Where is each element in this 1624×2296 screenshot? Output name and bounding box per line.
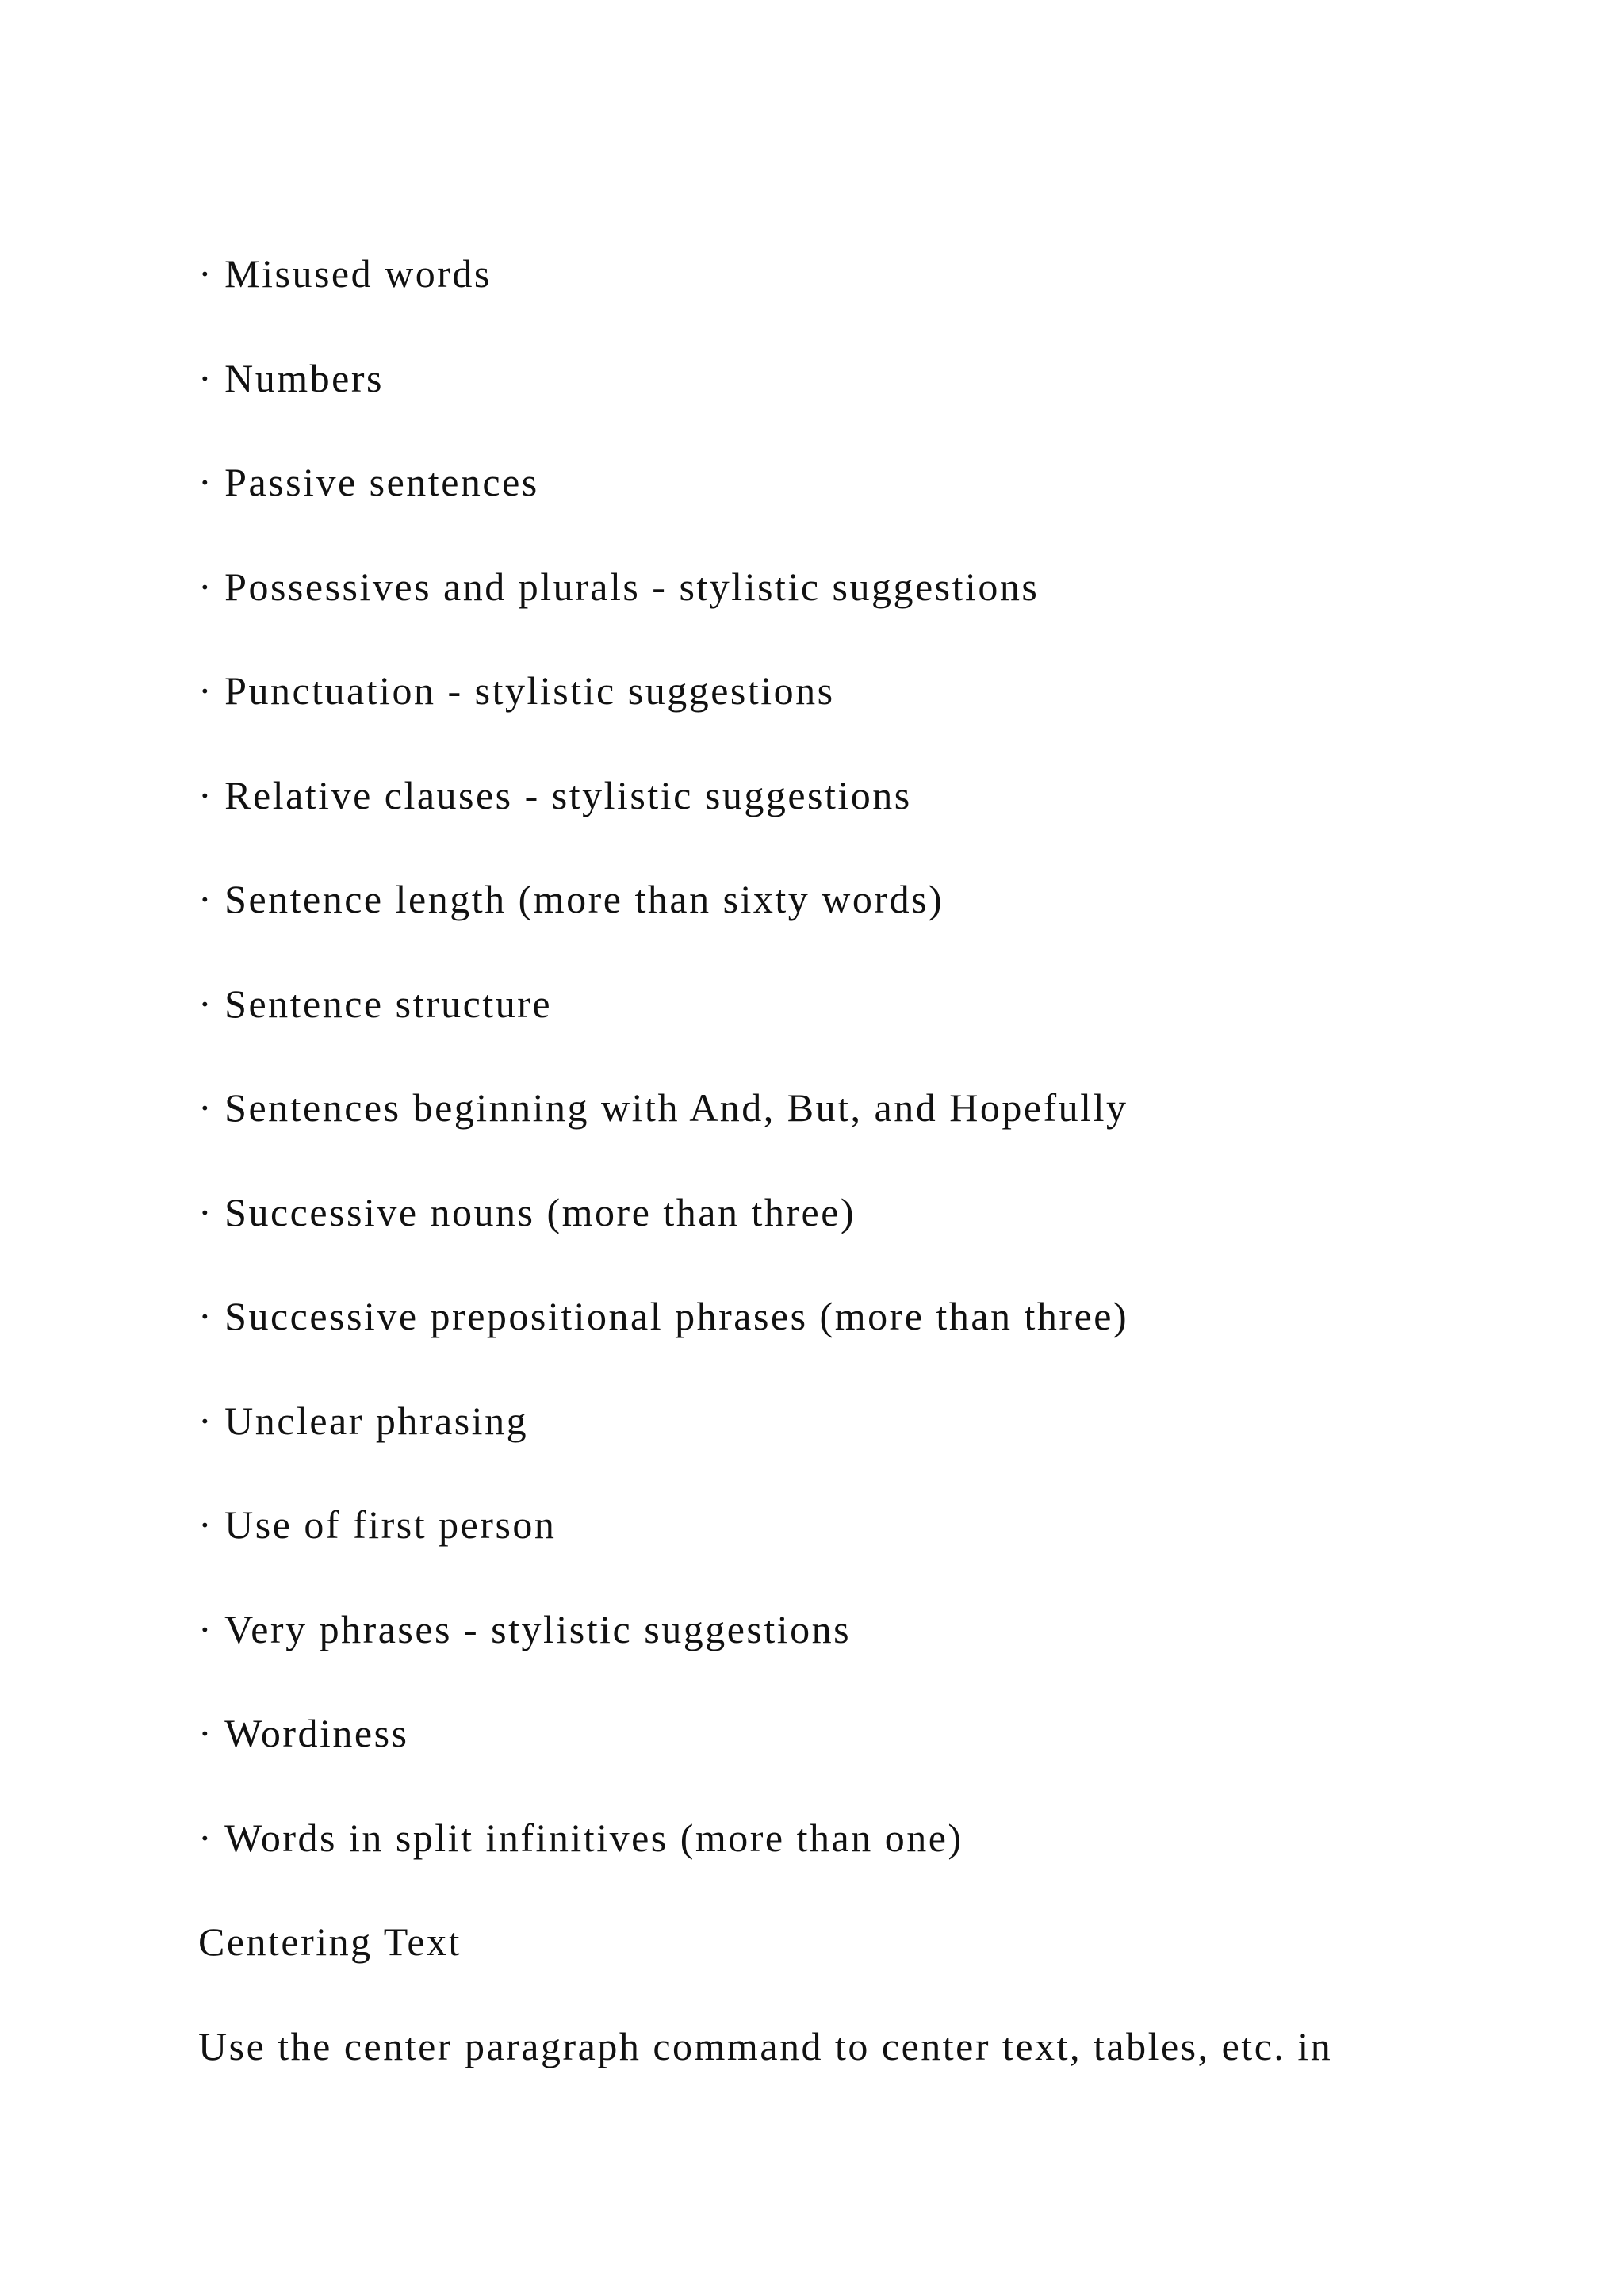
bullet-item-text: Sentence structure xyxy=(224,981,553,1026)
bullet-item-unclear-phrasing xyxy=(198,1393,1546,1498)
bullet-marker: · xyxy=(198,981,214,1026)
bullet-marker: · xyxy=(198,1085,214,1130)
bullet-item-text: Sentences beginning with And, But, and Hopefully xyxy=(224,1085,1128,1130)
body-paragraph: Use the center paragraph command to center text, tables, etc. in xyxy=(198,2023,1333,2068)
bullet-item-relative-clauses xyxy=(198,767,1546,872)
bullet-item-passive-sentences xyxy=(198,454,1546,559)
section-heading: Centering Text xyxy=(198,1919,462,1964)
bullet-marker: · xyxy=(198,564,214,609)
bullet-item-sentence-length xyxy=(198,871,1546,976)
bullet-item-possessives-plurals xyxy=(198,559,1546,664)
bullet-item-successive-nouns xyxy=(198,1184,1546,1289)
bullet-item-text: Sentence length (more than sixty words) xyxy=(224,877,944,921)
bullet-item-split-infinitives xyxy=(198,1810,1546,1915)
bullet-item-text: Very phrases - stylistic suggestions xyxy=(224,1606,852,1651)
bullet-marker: · xyxy=(198,877,214,921)
bullet-item-text: Wordiness xyxy=(224,1711,409,1755)
bullet-item-text: Relative clauses - stylistic suggestions xyxy=(224,772,912,817)
bullet-marker: · xyxy=(198,355,214,400)
bullet-marker: · xyxy=(198,668,214,713)
bullet-item-successive-prepositional xyxy=(198,1288,1546,1393)
bullet-item-text: Use of first person xyxy=(224,1502,557,1547)
bullet-marker: · xyxy=(198,1294,214,1338)
bullet-marker: · xyxy=(198,1502,214,1547)
document-content xyxy=(198,246,1546,2122)
bullet-item-text: Words in split infinitives (more than one) xyxy=(224,1815,963,1860)
bullet-item-sentence-structure xyxy=(198,976,1546,1081)
bullet-marker: · xyxy=(198,460,214,504)
bullet-item-text: Passive sentences xyxy=(224,460,539,504)
bullet-item-numbers xyxy=(198,350,1546,455)
bullet-item-first-person xyxy=(198,1497,1546,1601)
bullet-marker: · xyxy=(198,772,214,817)
bullet-marker: · xyxy=(198,1189,214,1234)
bullet-marker: · xyxy=(198,251,214,296)
bullet-item-very-phrases xyxy=(198,1601,1546,1706)
bullet-item-text: Possessives and plurals - stylistic suggestions xyxy=(224,564,1040,609)
bullet-item-sentences-beginning xyxy=(198,1080,1546,1184)
bullet-item-text: Punctuation - stylistic suggestions xyxy=(224,668,835,713)
bullet-marker: · xyxy=(198,1711,214,1755)
bullet-item-punctuation xyxy=(198,663,1546,767)
bullet-marker: · xyxy=(198,1606,214,1651)
bullet-item-text: Unclear phrasing xyxy=(224,1398,529,1443)
bullet-item-text: Numbers xyxy=(224,355,384,400)
bullet-item-wordiness xyxy=(198,1705,1546,1810)
bullet-marker: · xyxy=(198,1815,214,1860)
bullet-marker: · xyxy=(198,1398,214,1443)
bullet-item-text: Successive nouns (more than three) xyxy=(224,1189,856,1234)
bullet-item-text: Misused words xyxy=(224,251,492,296)
bullet-item-text: Successive prepositional phrases (more than three) xyxy=(224,1294,1129,1338)
bullet-item-misused-words xyxy=(198,246,1546,350)
